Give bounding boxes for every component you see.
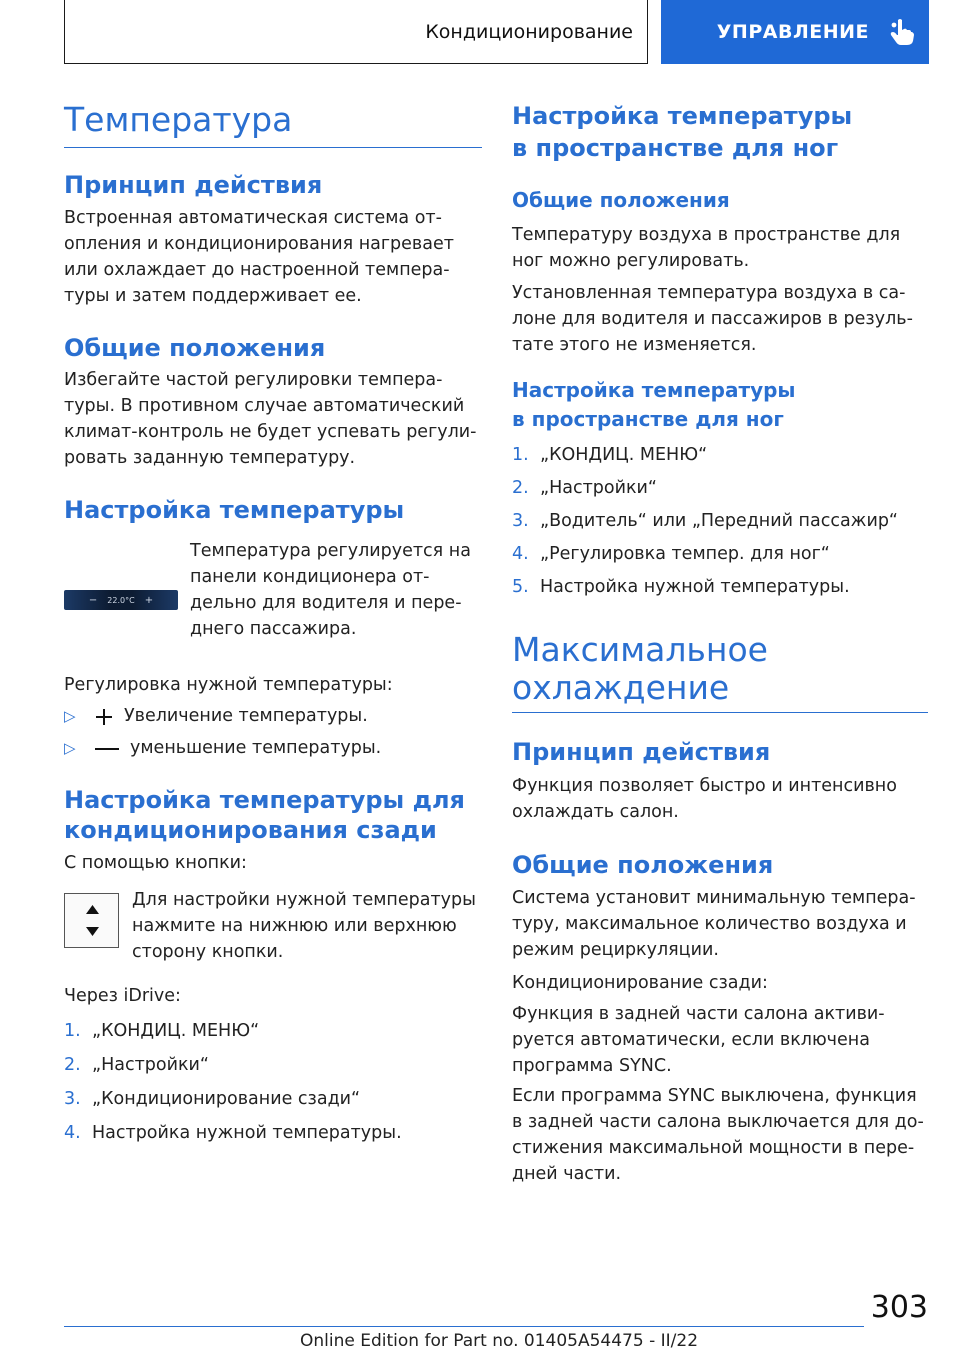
rear-button-text: Для настройки нужной температуры нажмите на нижнюю или верхнюю сторону кнопки. xyxy=(132,890,476,962)
right-setting-title-line2: в пространстве для ног xyxy=(512,407,784,431)
bullet-increase-text: Увеличение температуры. xyxy=(124,706,368,726)
right-general2-title: Общие положения xyxy=(512,851,774,879)
max-cooling-title-line1: Максимальное xyxy=(512,630,768,669)
max-cooling-title-line2: охлаждение xyxy=(512,668,730,707)
right-general2-text3: Функция в задней части салона активи‐ руется автоматически, если включена программа SYNC. xyxy=(512,1004,885,1076)
header-section-tab xyxy=(64,0,648,64)
triangle-bullet-icon: ▷ xyxy=(64,739,76,757)
panel-temperature: 22.0°C xyxy=(107,595,135,605)
right-title-line2: в пространстве для ног xyxy=(512,134,839,162)
right-general-text2: Установленная температура воздуха в са‐ лоне для водителя и пассажиров в резуль‐ тате этого не изменяется. xyxy=(512,283,913,355)
list-item: 4. Настройка нужной температуры. xyxy=(64,1123,402,1143)
right-general-title: Общие положения xyxy=(512,188,730,212)
right-general2-text2: Кондиционирование сзади: xyxy=(512,973,768,993)
title-rule xyxy=(512,712,928,713)
page-title: Температура xyxy=(64,100,293,139)
header-chapter-title: УПРАВЛЕНИЕ xyxy=(716,21,869,43)
idrive-intro: Через iDrive: xyxy=(64,986,181,1006)
section-text-general: Избегайте частой регулировки темпера‐ туры. В противном случае автоматический климат-контроль не будет успевать регули‐ ровать заданную температуру. xyxy=(64,370,477,468)
header-chapter-tab xyxy=(661,0,929,64)
section-title-rear-line1: Настройка температуры для xyxy=(64,786,465,814)
section-title-general: Общие положения xyxy=(64,334,326,362)
list-item: 5. Настройка нужной температуры. xyxy=(512,577,850,597)
rear-temp-button-image xyxy=(64,893,119,948)
section-text-principle: Встроенная автоматическая система от‐ опления и кондиционирования нагревает или охлаждает до настроенной темпера‐ туры и затем поддерживает ее. xyxy=(64,208,454,306)
section-text-temp-setting: Температура регулируется на панели кондиционера от‐ дельно для водителя и пере‐ днего пассажира. xyxy=(190,541,471,639)
right-general2-text4: Если программа SYNC выключена, функция в задней части салона выключается для до‐ стижения максимальной мощности в пере‐ дней части. xyxy=(512,1086,924,1184)
bullet-decrease-text: уменьшение температуры. xyxy=(130,738,382,758)
footer-edition: Online Edition for Part no. 01405A54475 - II/22 xyxy=(300,1331,699,1351)
triangle-bullet-icon: ▷ xyxy=(64,707,76,725)
right-general2-text1: Система установит минимальную темпера‐ туру, максимальное количество воздуха и режим рециркуляции. xyxy=(512,888,916,960)
list-item: 1. „КОНДИЦ. МЕНЮ“ xyxy=(64,1021,260,1041)
plus-icon xyxy=(94,707,114,727)
right-principle-title: Принцип действия xyxy=(512,738,771,766)
right-principle-text: Функция позволяет быстро и интенсивно охлаждать салон. xyxy=(512,776,897,822)
right-steps-list xyxy=(512,442,930,607)
list-item: 3. „Водитель“ или „Передний пассажир“ xyxy=(512,511,898,531)
minus-icon: − xyxy=(88,594,98,606)
left-steps-list xyxy=(64,1018,484,1154)
right-setting-title-line1: Настройка температуры xyxy=(512,378,796,402)
bullet-increase xyxy=(64,703,484,729)
plus-icon: + xyxy=(144,594,154,606)
list-item: 4. „Регулировка темпер. для ног“ xyxy=(512,544,830,564)
bullet-decrease xyxy=(64,735,484,761)
list-item: 2. „Настройки“ xyxy=(512,478,657,498)
header-section-title: Кондиционирование xyxy=(425,20,633,43)
section-title-rear-line2: кондиционирования сзади xyxy=(64,816,437,844)
title-rule xyxy=(64,147,482,148)
list-item: 3. „Кондиционирование сзади“ xyxy=(64,1089,361,1109)
hand-pointer-icon xyxy=(887,17,917,47)
right-title-line1: Настройка температуры xyxy=(512,102,853,130)
right-general-text1: Температуру воздуха в пространстве для ног можно регулировать. xyxy=(512,225,901,271)
page-number: 303 xyxy=(870,1290,928,1325)
list-item: 2. „Настройки“ xyxy=(64,1055,209,1075)
list-item: 1. „КОНДИЦ. МЕНЮ“ xyxy=(512,445,708,465)
section-title-temp-setting: Настройка температуры xyxy=(64,496,405,524)
minus-icon xyxy=(94,739,120,759)
rear-intro: С помощью кнопки: xyxy=(64,853,247,873)
section-title-principle: Принцип действия xyxy=(64,171,323,199)
adjust-intro: Регулировка нужной температуры: xyxy=(64,675,393,695)
up-down-arrows-icon xyxy=(65,894,120,949)
climate-panel-image xyxy=(64,590,178,610)
footer-rule xyxy=(64,1326,864,1327)
